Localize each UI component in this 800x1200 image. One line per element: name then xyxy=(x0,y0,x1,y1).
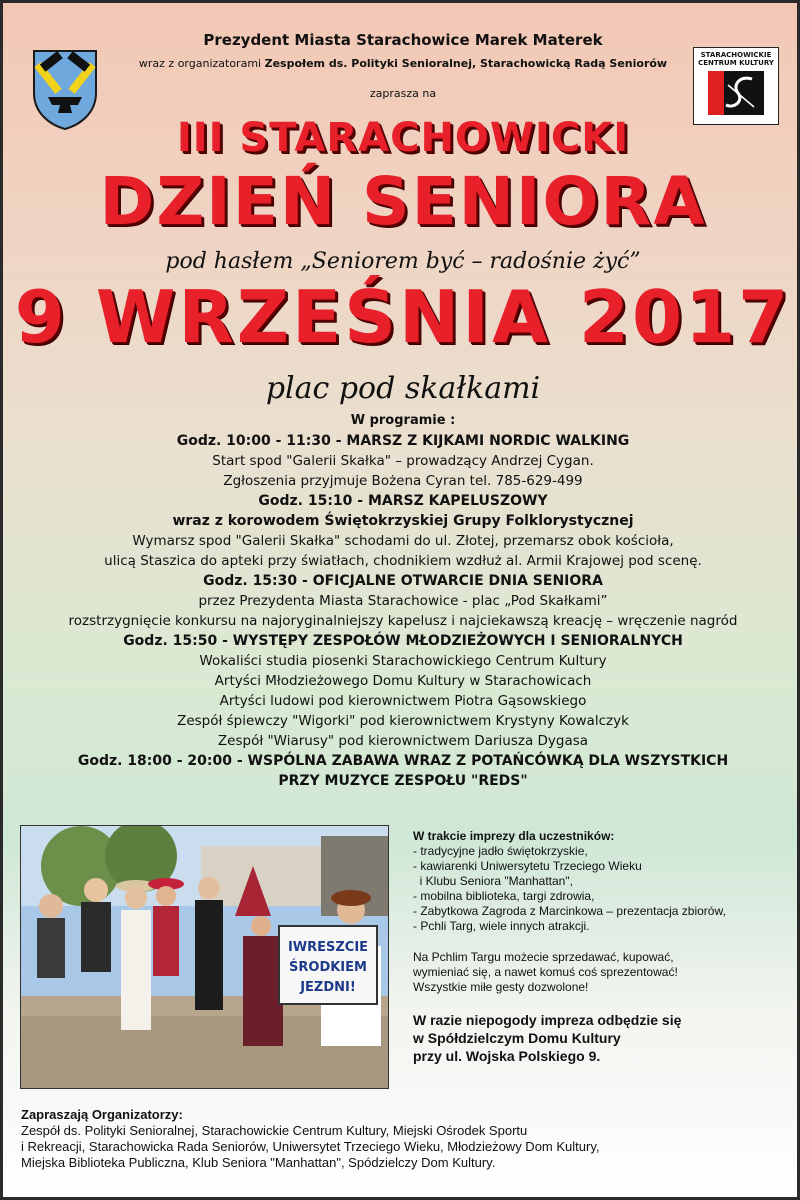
program-line: Artyści ludowi pod kierownictwem Piotra Gąsowskiego xyxy=(219,693,587,709)
event-place: plac pod skałkami xyxy=(265,371,541,406)
organizers-heading: Zapraszają Organizatorzy: xyxy=(21,1107,183,1122)
program-line: Godz. 18:00 - 20:00 - WSPÓLNA ZABAWA WRAZ Z POTAŃCÓWKĄ DLA WSZYSTKICH xyxy=(77,753,729,769)
event-date: 9 WRZEŚNIA 2017 xyxy=(14,275,792,359)
program-line: Godz. 10:00 - 11:30 - MARSZ Z KIJKAMI NORDIC WALKING xyxy=(176,433,630,449)
attraction-item: - mobilna biblioteka, targi zdrowia, xyxy=(413,889,595,903)
header-co-organizers xyxy=(3,57,800,70)
attraction-item: - Zabytkowa Zagroda z Marcinkowa – prezentacja zbiorów, xyxy=(413,904,726,918)
organizers-list xyxy=(21,1123,791,1171)
program-line: Zespół śpiewczy "Wigorki" pod kierownictwem Krystyny Kowalczyk xyxy=(177,713,629,729)
program-line: wraz z korowodem Świętokrzyskiej Grupy Folklorystycznej xyxy=(172,513,634,529)
event-slogan: pod hasłem „Seniorem być – radośnie żyć” xyxy=(165,249,641,274)
organizer-line: Zespół ds. Polityki Senioralnej, Starachowickie Centrum Kultury, Miejski Ośrodek Sportu xyxy=(21,1123,528,1138)
program-line: Artyści Młodzieżowego Domu Kultury w Starachowicach xyxy=(214,673,592,689)
program-line: PRZY MUZYCE ZESPOŁU "REDS" xyxy=(278,773,528,789)
program-line: Godz. 15:10 - MARSZ KAPELUSZOWY xyxy=(258,493,548,509)
rain-line: w Spółdzielczym Domu Kultury xyxy=(413,1030,621,1046)
rain-line: W razie niepogody impreza odbędzie się xyxy=(413,1012,682,1028)
header-invites: zaprasza na xyxy=(369,87,437,100)
program-line: Zgłoszenia przyjmuje Bożena Cyran tel. 785-629-499 xyxy=(223,473,583,489)
attraction-item: - Pchli Targ, wiele innych atrakcji. xyxy=(413,919,590,933)
program-line: Wokaliści studia piosenki Starachowickiego Centrum Kultury xyxy=(199,653,607,669)
title-event: DZIEŃ SENIORA xyxy=(99,163,707,240)
program-line: Godz. 15:30 - OFICJALNE OTWARCIE DNIA SENIORA xyxy=(203,573,603,589)
culture-center-logo-line1: STARACHOWICKIE xyxy=(700,51,772,59)
attractions-panel xyxy=(413,829,793,1065)
attraction-item: - tradycyjne jadło świętokrzyskie, xyxy=(413,844,588,858)
flea-market-line: wymieniać się, a nawet komuś coś sprezentować! xyxy=(413,965,678,979)
header-co-organizers-prefix: wraz z organizatorami xyxy=(138,57,265,70)
culture-center-emblem-icon xyxy=(694,67,778,121)
organizer-line: Miejska Biblioteka Publiczna, Klub Seniora "Manhattan", Spódzielczy Dom Kultury. xyxy=(21,1155,496,1170)
header-co-organizers-names: Zespołem ds. Polityki Senioralnej, Starachowicką Radą Seniorów xyxy=(264,57,668,70)
flea-market-note xyxy=(413,950,793,995)
program-line: ulicą Staszica do apteki przy światłach, chodnikiem wzdłuż al. Armii Krajowej pod scenę. xyxy=(104,553,702,569)
rain-note xyxy=(413,1011,793,1065)
attraction-item: i Klubu Seniora "Manhattan", xyxy=(413,874,573,888)
program-line: rozstrzygnięcie konkursu na najoryginalniejszy kapelusz i najciekawszą kreację – wręczenie nagród xyxy=(68,613,738,629)
flea-market-line: Wszystkie miłe gesty dozwolone! xyxy=(413,980,589,994)
title-edition: III STARACHOWICKI xyxy=(176,115,630,161)
header-president: Prezydent Miasta Starachowice Marek Materek xyxy=(203,31,603,49)
attractions-list xyxy=(413,844,793,934)
program-line: Start spod "Galerii Skałka" – prowadzący Andrzej Cygan. xyxy=(212,453,594,469)
event-photo xyxy=(20,825,389,1089)
program-line: Zespół "Wiarusy" pod kierownictwem Dariusza Dygasa xyxy=(217,733,589,749)
culture-center-logo xyxy=(693,47,779,125)
attractions-heading: W trakcie imprezy dla uczestników: xyxy=(413,829,615,843)
program-line: Wymarsz spod "Galerii Skałka" schodami do ul. Złotej, przemarsz obok kościoła, xyxy=(132,533,674,549)
culture-center-logo-line2: CENTRUM KULTURY xyxy=(698,59,774,67)
program-line: przez Prezydenta Miasta Starachowice - plac „Pod Skałkami” xyxy=(198,593,608,609)
sign-line-1: IWRESZCIE xyxy=(287,940,369,955)
organizers-section xyxy=(21,1107,791,1171)
program-line: Godz. 15:50 - WYSTĘPY ZESPOŁÓW MŁODZIEŻOWYCH I SENIORALNYCH xyxy=(123,633,683,649)
flea-market-line: Na Pchlim Targu możecie sprzedawać, kupować, xyxy=(413,950,674,964)
attraction-item: - kawiarenki Uniwersytetu Trzeciego Wieku xyxy=(413,859,642,873)
program-line: W programie : xyxy=(350,413,456,428)
program-list xyxy=(3,411,800,791)
sign-line-2: ŚRODKIEM xyxy=(289,960,367,975)
rain-line: przy ul. Wojska Polskiego 9. xyxy=(413,1048,601,1064)
organizer-line: i Rekreacji, Starachowicka Rada Seniorów, Uniwersytet Trzeciego Wieku, Młodzieżowy Dom Kultury, xyxy=(21,1139,600,1154)
sign-line-3: JEZDNI! xyxy=(300,980,356,995)
